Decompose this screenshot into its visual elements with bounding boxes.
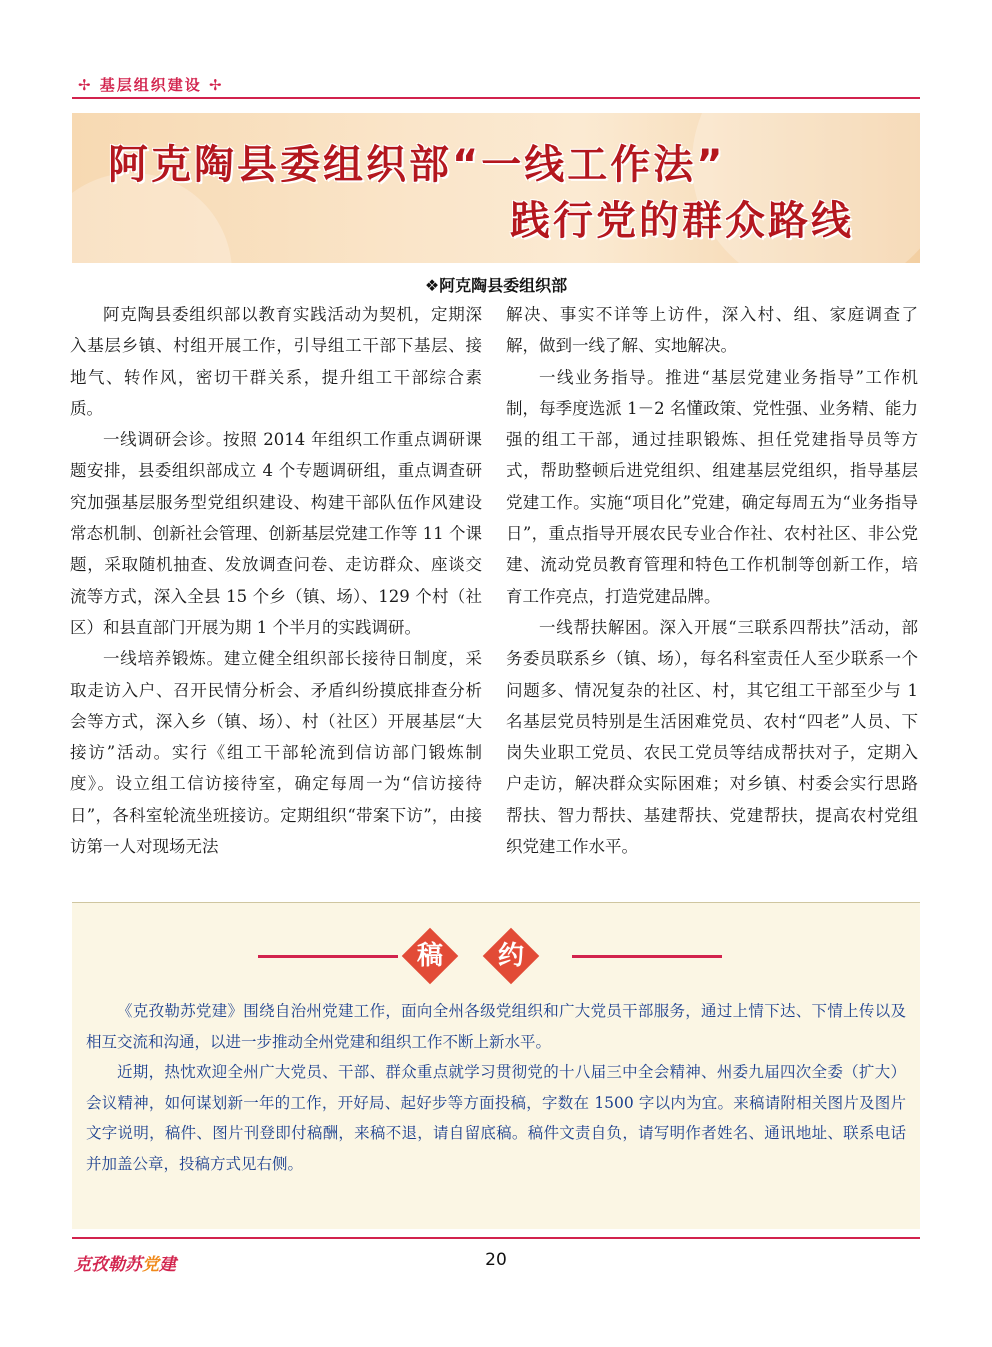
- section-tag: ✢ 基层组织建设 ✢: [78, 76, 224, 94]
- call-for-papers-box: [72, 902, 920, 1229]
- bottom-divider: [72, 1237, 920, 1239]
- paragraph: 一线业务指导。推进“基层党建业务指导”工作机制，每季度选派 1－2 名懂政策、党性强、业务精、能力强的组工干部，通过挂职锻炼、担任党建指导员等方式，帮助整顿后进党组织、组建基层党组织，指导基层党建工作。实施“项目化”党建，确定每周五为“业务指导日”，重点指导开展农民专业合作社、农村社区、非公党建、流动党员教育管理和特色工作机制等创新工作，培育工作亮点，打造党建品牌。: [506, 367, 918, 606]
- top-divider: [72, 97, 920, 99]
- title-banner: [72, 113, 920, 263]
- right-column: [506, 299, 918, 862]
- page-number: 20: [485, 1250, 507, 1270]
- byline: ❖阿克陶县委组织部: [424, 276, 568, 295]
- paragraph: 解决、事实不详等上访件，深入村、组、家庭调查了解，做到一线了解、实地解决。: [506, 305, 918, 356]
- magazine-logo: 克孜勒苏党建: [74, 1255, 176, 1275]
- left-column: [70, 299, 482, 862]
- notice-paragraph: 《克孜勒苏党建》围绕自治州党建工作，面向全州各级党组织和广大党员干部服务，通过上情下达、下情上传以及相互交流和沟通，以进一步推动全州党建和组织工作不断上新水平。: [86, 1002, 906, 1051]
- paragraph: 一线帮扶解困。深入开展“三联系四帮扶”活动，部务委员联系乡（镇、场），每名科室责任人至少联系一个问题多、情况复杂的社区、村，其它组工干部至少与 1 名基层党员特别是生活困难党员、农村“四老”人员、下岗失业职工党员、农民工党员等结成帮扶对子，定期入户走访，解决群众实际困难；对乡镇、村委会实行思路帮扶、智力帮扶、基建帮扶、党建帮扶，提高农村党组织党建工作水平。: [506, 617, 918, 857]
- article-title-line1: 阿克陶县委组织部“一线工作法”: [108, 142, 726, 188]
- article-title-line2: 践行党的群众路线: [510, 198, 854, 244]
- notice-rule-left: [258, 955, 398, 958]
- notice-rule-right: [572, 955, 722, 958]
- notice-paragraph: 近期，热忱欢迎全州广大党员、干部、群众重点就学习贯彻党的十八届三中全会精神、州委九届四次全委（扩大）会议精神，如何谋划新一年的工作，开好局、起好步等方面投稿，字数在 1500 字以内为宜。来稿请附相关图片及图片文字说明，稿件、图片刊登即付稿酬，来稿不退，请自留底稿。稿件文责自负，请写明作者姓名、通讯地址、联系电话并加盖公章，投稿方式见右侧。: [86, 1063, 906, 1173]
- paragraph: 一线培养锻炼。建立健全组织部长接待日制度，采取走访入户、召开民情分析会、矛盾纠纷摸底排查分析会等方式，深入乡（镇、场）、村（社区）开展基层“大接访”活动。实行《组工干部轮流到信访部门锻炼制度》。设立组工信访接待室，确定每周一为“信访接待日”，各科室轮流坐班接访。定期组织“带案下访”，由接访第一人对现场无法: [70, 649, 482, 857]
- paragraph: 阿克陶县委组织部以教育实践活动为契机，定期深入基层乡镇、村组开展工作，引导组工干部下基层、接地气、转作风，密切干群关系，提升组工干部综合素质。: [70, 305, 482, 418]
- notice-heading-char2: 约: [484, 929, 538, 983]
- paragraph: 一线调研会诊。按照 2014 年组织工作重点调研课题安排，县委组织部成立 4 个专题调研组，重点调查研究加强基层服务型党组织建设、构建干部队伍作风建设常态机制、创新社会管理、创新基层党建工作等 11 个课题，采取随机抽查、发放调查问卷、走访群众、座谈交流等方式，深入全县 15 个乡（镇、场）、129 个村（社区）和县直部门开展为期 1 个半月的实践调研。: [70, 430, 482, 637]
- notice-body: [86, 996, 906, 1179]
- notice-heading-char1: 稿: [403, 929, 457, 983]
